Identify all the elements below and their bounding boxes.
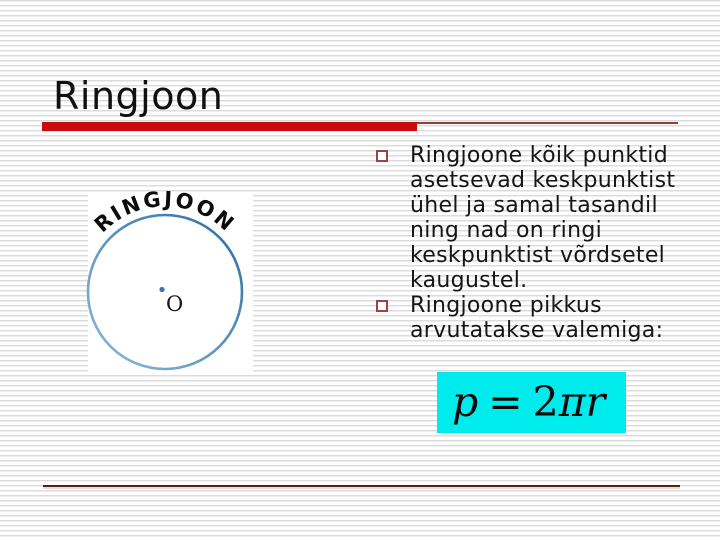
bullet-text-line: asetsevad keskpunktist	[410, 168, 676, 193]
title-accent-thin-line	[417, 122, 678, 124]
circle-diagram	[50, 177, 280, 407]
circle-center-label: O	[166, 292, 184, 316]
bullet-text-line: keskpunktist võrdsetel	[410, 243, 666, 268]
bullet-text-line: ühel ja samal tasandil	[410, 193, 658, 218]
formula-lhs: p	[452, 378, 479, 426]
circle-center-dot	[159, 287, 164, 292]
slide-title: Ringjoon	[53, 74, 224, 118]
bullet-text-line: arvutatakse valemiga:	[410, 318, 664, 343]
formula-pi-r: πr	[558, 378, 606, 426]
footer-divider-highlight	[43, 487, 680, 489]
bullet-text-line: Ringjoone kõik punktid	[410, 143, 668, 168]
bullet-text-line: kaugustel.	[410, 268, 528, 293]
circle-arc-label: RINGJOON	[89, 186, 241, 238]
title-accent-bar	[42, 122, 417, 131]
bullet-text-block	[410, 143, 715, 293]
bullet-text-line: ning nad on ringi	[410, 218, 603, 243]
formula-box	[437, 372, 626, 433]
bullet-text-block	[410, 293, 715, 343]
bullet-marker-icon	[376, 150, 388, 162]
formula-equals: =	[488, 378, 523, 426]
bullet-marker-icon	[376, 300, 388, 312]
circle-outline	[88, 215, 242, 369]
bullet-text-line: Ringjoone pikkus	[410, 293, 602, 318]
formula-coefficient: 2	[532, 378, 559, 426]
